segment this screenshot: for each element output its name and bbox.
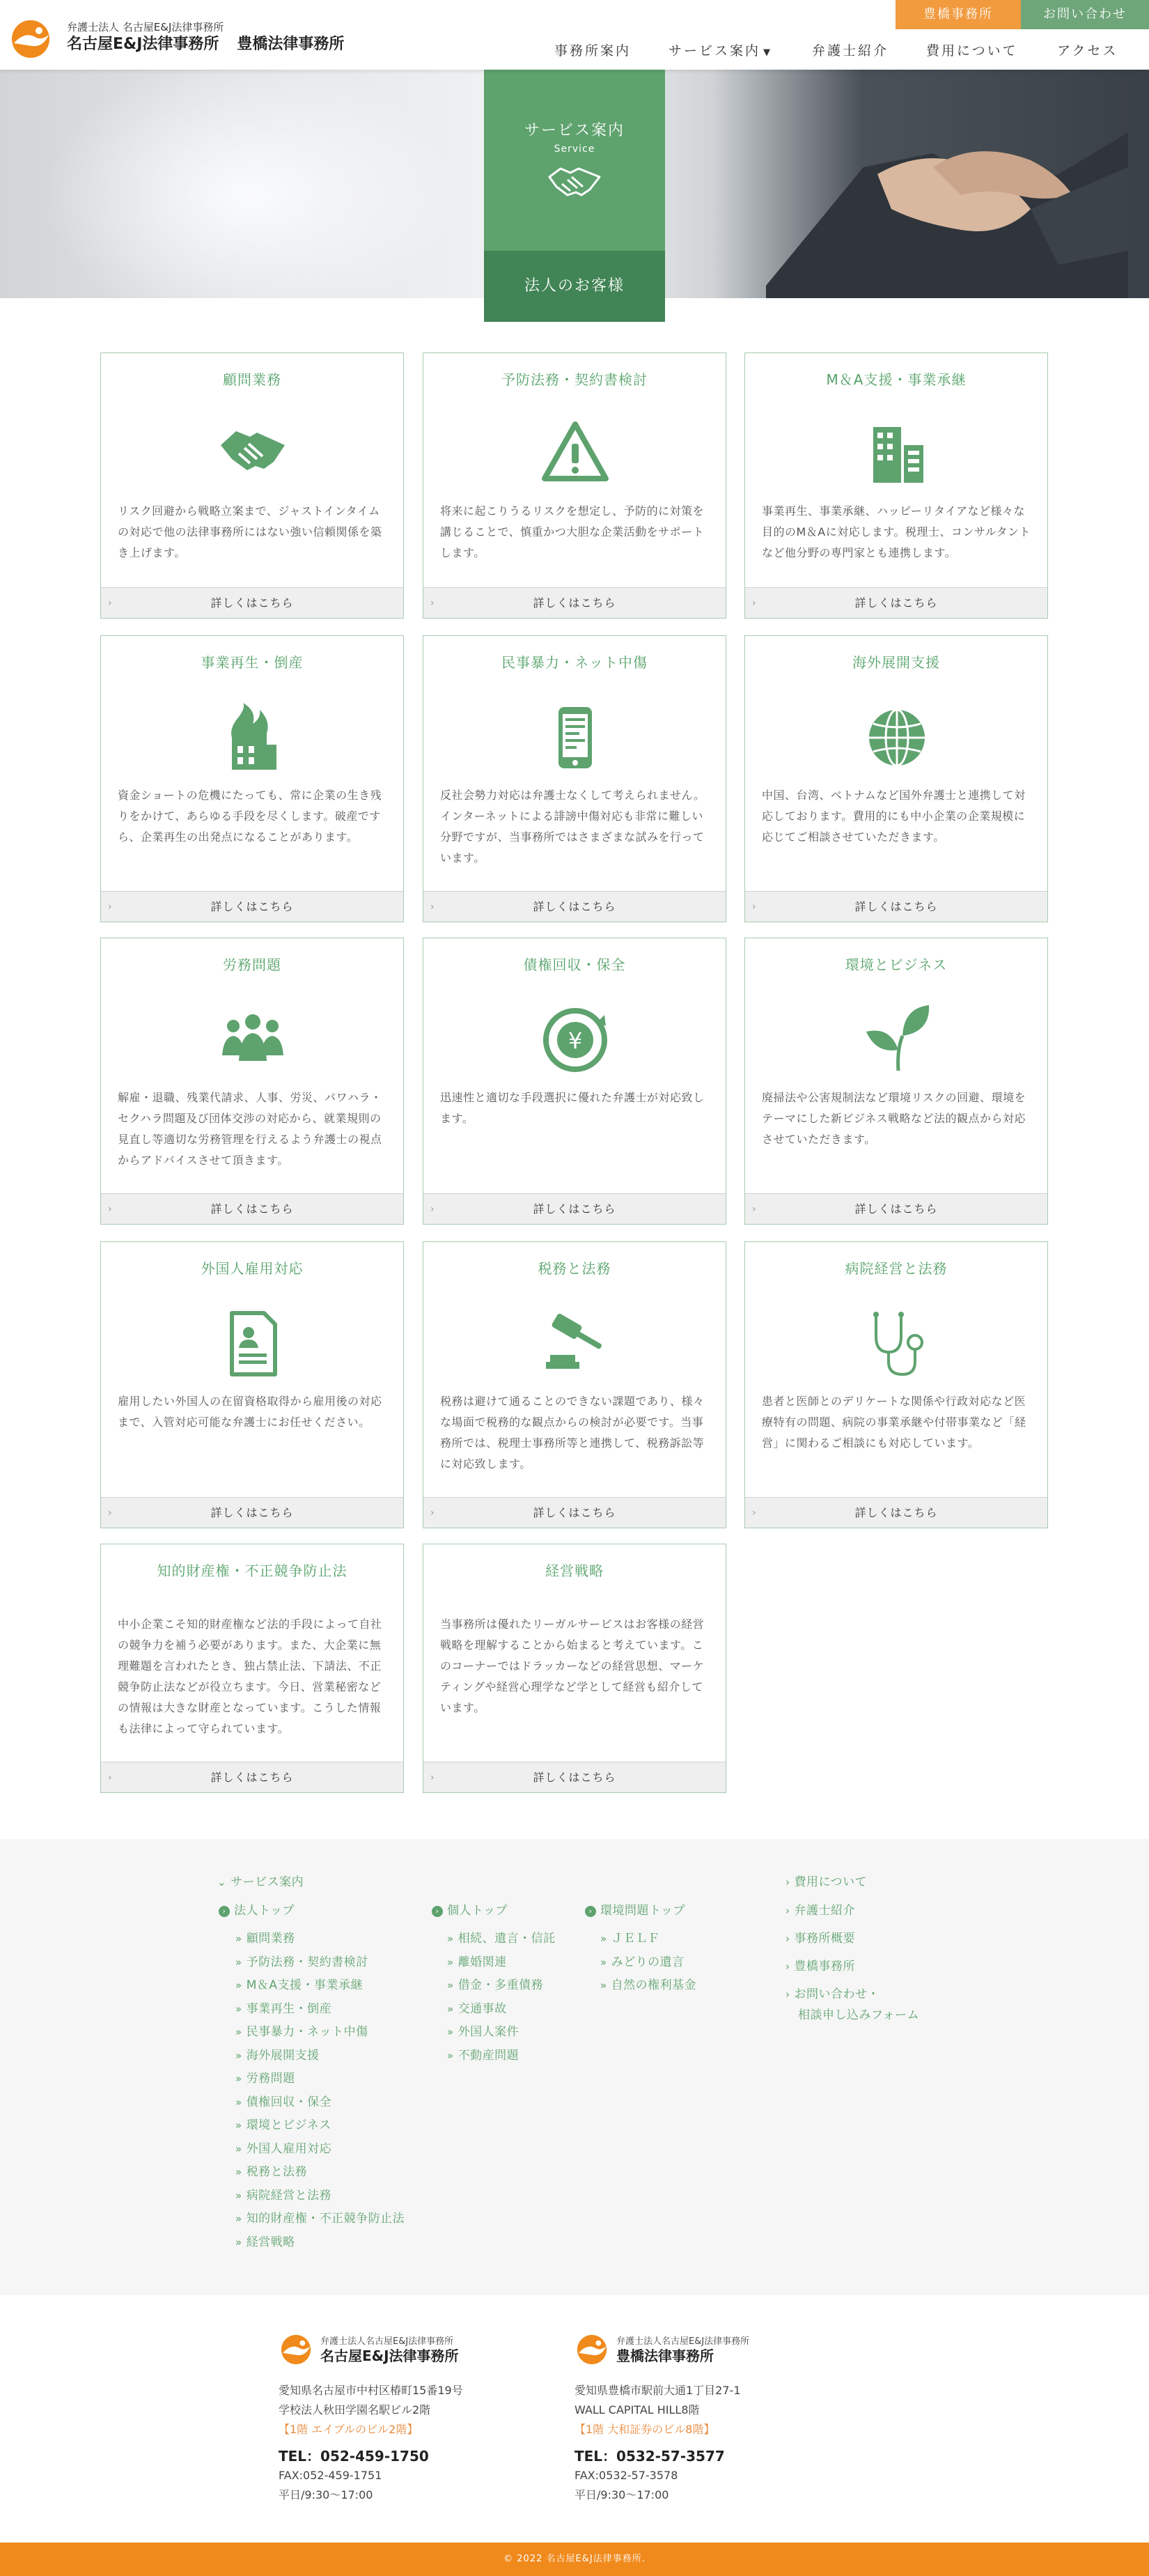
- service-card-more-link[interactable]: [101, 1762, 403, 1792]
- handshake-photo: [766, 91, 1128, 298]
- footer-link-label: お問い合わせ・: [794, 1987, 880, 2001]
- chevron-right-icon: ›: [432, 1906, 443, 1917]
- toyohashi-office-button[interactable]: 豊橋事務所: [896, 0, 1021, 29]
- footer-link-label: 予防法務・契約書検討: [246, 1955, 368, 1969]
- chevron-right-icon: ›: [785, 1988, 790, 2001]
- service-card-more-link[interactable]: [745, 1193, 1047, 1224]
- footer-link-label: 豊橋事務所: [794, 1960, 855, 1973]
- service-card-collection: [423, 938, 726, 1225]
- footer-side-link[interactable]: [798, 2005, 919, 2022]
- footer-link[interactable]: [235, 2045, 320, 2063]
- chevron-right-icon: ›: [785, 1960, 790, 1973]
- office-address-2: WALL CAPITAL HILL8階: [574, 2403, 700, 2416]
- footer-link[interactable]: [235, 1975, 363, 1992]
- hero-title-en: Service: [554, 143, 595, 155]
- service-card-description: 解雇・退職、残業代請求、人事、労災、パワハラ・セクハラ問題及び団体交渉の対応から、就業規則の見直し等適切な労務管理を行えるよう弁護士の視点からアドバイスさせて頂きます。: [118, 1091, 382, 1167]
- service-card-description: 中国、台湾、ベトナムなど国外弁護士と連携して対応しております。費用的にも中小企業の企業規模に応じてご相談させていただきます。: [762, 789, 1026, 844]
- footer-link-label: 費用について: [794, 1875, 868, 1889]
- double-chevron-icon: »: [235, 2119, 242, 2132]
- footer-link[interactable]: [235, 2139, 331, 2156]
- double-chevron-icon: »: [447, 2049, 454, 2062]
- service-card-title: 海外展開支援: [852, 654, 940, 671]
- double-chevron-icon: »: [235, 2166, 242, 2178]
- office-address-note: 【1階 大和証券のビル8階】: [574, 2423, 715, 2436]
- more-label: 詳しくはこちら: [210, 900, 294, 913]
- chevron-right-icon: ›: [785, 1904, 790, 1917]
- double-chevron-icon: »: [600, 1955, 607, 1969]
- chevron-right-icon: ›: [752, 598, 757, 609]
- leaf-icon: [862, 1001, 932, 1078]
- double-chevron-icon: »: [235, 2002, 242, 2015]
- chevron-right-icon: ›: [430, 1507, 435, 1519]
- footer-link[interactable]: [235, 1999, 331, 2016]
- more-label: 詳しくはこちら: [854, 900, 938, 913]
- chevron-right-icon: ›: [430, 901, 435, 913]
- chevron-right-icon: ›: [219, 1906, 230, 1917]
- hero-title: サービス案内: [524, 122, 625, 139]
- more-label: 詳しくはこちら: [533, 1506, 616, 1519]
- nav-access[interactable]: アクセス: [1057, 43, 1118, 59]
- service-card-description: 迅速性と適切な手段選択に優れた弁護士が対応致します。: [440, 1091, 705, 1125]
- chevron-right-icon: ›: [108, 1507, 113, 1519]
- chevron-right-icon: ›: [752, 1507, 757, 1519]
- footer-link-label: 知的財産権・不正競争防止法: [246, 2212, 405, 2226]
- office-address-1: 愛知県豊橋市駅前大通1丁目27-1: [574, 2384, 741, 2397]
- double-chevron-icon: »: [447, 2002, 454, 2015]
- double-chevron-icon: »: [447, 2026, 454, 2038]
- more-label: 詳しくはこちら: [533, 900, 616, 913]
- chevron-down-icon: ⌄: [217, 1876, 227, 1888]
- service-card-title: 経営戦略: [545, 1562, 604, 1579]
- double-chevron-icon: »: [235, 2189, 242, 2202]
- service-card-more-link[interactable]: [101, 1497, 403, 1528]
- footer-link-label: 労務問題: [246, 2072, 295, 2086]
- footer-link-corp-top[interactable]: [219, 1900, 295, 1918]
- more-label: 詳しくはこちら: [210, 596, 294, 610]
- service-card-more-link[interactable]: [423, 587, 726, 618]
- footer-link[interactable]: [235, 2232, 295, 2249]
- service-card-hospital: [744, 1241, 1048, 1528]
- service-card-title: 顧問業務: [223, 371, 281, 388]
- nav-service-label: サービス案内: [669, 43, 761, 59]
- footer-link-label: サービス案内: [230, 1875, 304, 1889]
- double-chevron-icon: »: [600, 1979, 607, 1992]
- footer-link[interactable]: [235, 2162, 307, 2179]
- footer-link-label: 離婚関連: [458, 1955, 507, 1969]
- chevron-right-icon: ›: [108, 1772, 113, 1783]
- service-card-title: 税務と法務: [538, 1260, 611, 1277]
- footer-link[interactable]: [235, 1952, 368, 1969]
- service-card-title: 環境とビジネス: [845, 956, 948, 973]
- office-address-2: 学校法人秋田学園名駅ビル2階: [279, 2403, 431, 2416]
- footer-side-link[interactable]: [785, 1984, 880, 2001]
- footer-link-indiv-top[interactable]: [432, 1900, 508, 1918]
- service-card-more-link[interactable]: [745, 587, 1047, 618]
- office-fax: FAX:052-459-1751: [279, 2469, 382, 2482]
- double-chevron-icon: »: [235, 1955, 242, 1969]
- service-card-description: 事業再生、事業承継、ハッピーリタイアなど様々な目的のM＆Aに対応します。税理士、コンサルタントなど他分野の専門家とも連携します。: [762, 504, 1031, 559]
- service-card-ma: [744, 352, 1048, 619]
- footer-link-label: ＪＥＬＦ: [611, 1932, 660, 1946]
- footer-link[interactable]: [235, 2185, 331, 2203]
- double-chevron-icon: »: [447, 1932, 454, 1945]
- globe-icon: [862, 703, 932, 773]
- people-icon: [218, 1005, 288, 1075]
- footer-link[interactable]: [447, 2045, 519, 2063]
- office-hours: 平日/9:30〜17:00: [574, 2488, 669, 2501]
- hero-subtitle: 法人のお客様: [524, 277, 625, 295]
- footer-link-label: 民事暴力・ネット中傷: [246, 2025, 368, 2039]
- service-card-restructuring: [100, 635, 404, 922]
- service-card-description: 反社会勢力対応は弁護士なくして考えられません。インターネットによる誹謗中傷対応も非常に難しい分野ですが、当事務所ではさまざまな試みを行っています。: [440, 789, 705, 864]
- office-toyohashi: [574, 2334, 825, 2508]
- service-card-description: 患者と医師とのデリケートな関係や行政対応など医療特有の問題、病院の事業承継や付帯事業など「経営」に関わるご相談にも対応しています。: [762, 1395, 1026, 1450]
- smartphone-icon: [540, 703, 610, 773]
- footer-link[interactable]: [235, 2092, 331, 2109]
- more-label: 詳しくはこちら: [854, 1506, 938, 1519]
- service-card-strategy: [423, 1544, 726, 1793]
- service-card-more-link[interactable]: [101, 1193, 403, 1224]
- chevron-right-icon: ›: [585, 1906, 596, 1917]
- double-chevron-icon: »: [235, 2095, 242, 2109]
- service-card-more-link[interactable]: [101, 587, 403, 618]
- footer-link-label: みどりの遺言: [611, 1955, 685, 1969]
- footer-link[interactable]: [600, 1928, 660, 1946]
- nav-fees[interactable]: 費用について: [926, 43, 1018, 59]
- nav-office[interactable]: 事務所案内: [554, 43, 632, 59]
- office-details: [279, 2381, 463, 2505]
- office-subtitle: 弁護士法人名古屋E&J法律事務所: [616, 2336, 750, 2347]
- office-hours: 平日/9:30〜17:00: [279, 2488, 373, 2501]
- double-chevron-icon: »: [235, 2026, 242, 2038]
- chevron-right-icon: ›: [752, 901, 757, 913]
- footer-link-label: 税務と法務: [246, 2165, 308, 2179]
- brand-subtitle: 弁護士法人 名古屋E&J法律事務所: [67, 21, 224, 33]
- office-fax: FAX:0532-57-3578: [574, 2469, 678, 2482]
- footer-link-label: 環境問題トップ: [600, 1904, 685, 1918]
- office-name: 豊橋法律事務所: [616, 2348, 714, 2364]
- footer-side-link[interactable]: [785, 1872, 867, 1889]
- service-card-foreign-employment: [100, 1241, 404, 1528]
- chevron-right-icon: ›: [108, 901, 113, 913]
- footer-link-label: 相続、遺言・信託: [458, 1932, 556, 1946]
- footer-link-label: M＆A支援・事業承継: [246, 1978, 363, 1992]
- service-card-more-link[interactable]: [423, 1762, 726, 1792]
- service-card-description: 当事務所は優れたリーガルサービスはお客様の経営戦略を理解することから始まると考えています。このコーナーではドラッカーなどの経営思想、マーケティングや経営心理学など学として経営も紹介しています。: [440, 1617, 705, 1714]
- footer-link-label: 事務所概要: [794, 1932, 855, 1946]
- chevron-right-icon: ›: [430, 1772, 435, 1783]
- service-card-description: リスク回避から戦略立案まで、ジャストインタイムの対応で他の法律事務所にはない強い信頼関係を築き上げます。: [118, 504, 382, 559]
- service-card-more-link[interactable]: [423, 1497, 726, 1528]
- svg-text:¥: ¥: [568, 1027, 583, 1054]
- service-card-title: 予防法務・契約書検討: [501, 371, 648, 388]
- brand-logo-icon[interactable]: [8, 20, 53, 59]
- stethoscope-icon: [862, 1309, 932, 1379]
- more-label: 詳しくはこちら: [854, 596, 938, 610]
- brand-name-nagoya: 名古屋E&J法律事務所: [67, 36, 219, 53]
- more-label: 詳しくはこちら: [210, 1202, 294, 1216]
- chevron-right-icon: ›: [785, 1876, 790, 1888]
- nav-service[interactable]: [669, 40, 772, 61]
- footer-link-label: 顧問業務: [246, 1932, 295, 1946]
- footer-link[interactable]: [235, 2068, 295, 2086]
- footer-link-label: 病院経営と法務: [246, 2188, 332, 2203]
- office-tel[interactable]: TEL：0532-57-3577: [574, 2448, 725, 2465]
- office-address-1: 愛知県名古屋市中村区椿町15番19号: [279, 2384, 463, 2397]
- footer-link[interactable]: [447, 1952, 507, 1969]
- handshake-outline-icon: [547, 162, 602, 203]
- chevron-down-icon: ▼: [763, 47, 773, 58]
- footer-link-label: 法人トップ: [234, 1904, 295, 1918]
- service-card-title: 民事暴力・ネット中傷: [501, 654, 648, 671]
- more-label: 詳しくはこちら: [533, 596, 616, 610]
- office-name: 名古屋E&J法律事務所: [320, 2348, 459, 2364]
- nav-lawyers[interactable]: 弁護士紹介: [812, 43, 889, 59]
- double-chevron-icon: »: [600, 1932, 607, 1945]
- service-card-violence: [423, 635, 726, 922]
- footer-link-label: 相談申し込みフォーム: [798, 2008, 920, 2022]
- more-label: 詳しくはこちら: [533, 1771, 616, 1784]
- double-chevron-icon: »: [447, 1955, 454, 1969]
- site-header: [0, 0, 1149, 70]
- warning-icon: [540, 417, 610, 487]
- brand-name-toyohashi: 豊橋法律事務所: [237, 36, 345, 53]
- double-chevron-icon: »: [447, 1979, 454, 1992]
- double-chevron-icon: »: [235, 2072, 242, 2085]
- service-card-labor: [100, 938, 404, 1225]
- footer-link-label: 借金・多重債務: [458, 1978, 544, 1992]
- office-nagoya: [279, 2334, 529, 2508]
- double-chevron-icon: »: [235, 1932, 242, 1945]
- gavel-icon: [540, 1309, 610, 1379]
- footer-navigation: [0, 1839, 1149, 2295]
- document-person-icon: [218, 1309, 288, 1379]
- service-card-prevention: [423, 352, 726, 619]
- service-card-description: 将来に起こりうるリスクを想定し、予防的に対策を講じることで、慎重かつ大胆な企業活動をサポートします。: [440, 504, 705, 559]
- chevron-right-icon: ›: [752, 1204, 757, 1215]
- double-chevron-icon: »: [235, 2049, 242, 2062]
- footer-link[interactable]: [235, 2022, 368, 2039]
- more-label: 詳しくはこちら: [533, 1202, 616, 1216]
- service-card-more-link[interactable]: [423, 891, 726, 922]
- hero-title-panel: [484, 70, 665, 251]
- handshake-icon: [218, 417, 288, 487]
- footer-link[interactable]: [447, 2022, 519, 2039]
- burning-factory-icon: [218, 703, 288, 773]
- footer-link[interactable]: [235, 1928, 295, 1946]
- footer-side-link[interactable]: [785, 1956, 855, 1973]
- footer-link[interactable]: [235, 2208, 405, 2226]
- double-chevron-icon: »: [235, 2235, 242, 2249]
- more-label: 詳しくはこちら: [210, 1771, 294, 1784]
- service-card-description: 税務は避けて通ることのできない課題であり、様々な場面で税務的な観点からの検討が必要です。当事務所では、税理士事務所等と連携して、税務訴訟等に対応致します。: [440, 1395, 705, 1471]
- double-chevron-icon: »: [235, 2212, 242, 2225]
- service-card-title: 知的財産権・不正競争防止法: [157, 1562, 347, 1579]
- service-card-description: 雇用したい外国人の在留資格取得から雇用後の対応まで、入管対応可能な弁護士にお任せください。: [118, 1395, 382, 1429]
- chevron-right-icon: ›: [785, 1932, 790, 1945]
- office-tel[interactable]: TEL：052-459-1750: [279, 2448, 429, 2465]
- more-label: 詳しくはこちら: [854, 1202, 938, 1216]
- chevron-right-icon: ›: [108, 598, 113, 609]
- service-card-ip: [100, 1544, 404, 1793]
- footer-link-label: 不動産問題: [458, 2048, 519, 2063]
- brand-name[interactable]: [67, 32, 362, 54]
- footer-side-link[interactable]: [785, 1928, 855, 1946]
- service-card-title: 債権回収・保全: [523, 956, 626, 973]
- service-card-title: 外国人雇用対応: [201, 1260, 304, 1277]
- footer-link-label: 経営戦略: [246, 2235, 295, 2249]
- service-card-more-link[interactable]: [745, 891, 1047, 922]
- office-subtitle: 弁護士法人名古屋E&J法律事務所: [320, 2336, 454, 2347]
- footer-side-link[interactable]: [785, 1900, 855, 1918]
- brand-logo-icon: [574, 2334, 609, 2366]
- footer-link[interactable]: [447, 1999, 507, 2016]
- footer-link-label: 外国人案件: [458, 2025, 519, 2039]
- brand-logo-icon: [279, 2334, 313, 2366]
- footer-link-env-top[interactable]: [585, 1900, 685, 1918]
- footer-link-label: 個人トップ: [447, 1904, 508, 1918]
- footer-link[interactable]: [235, 2115, 331, 2132]
- service-card-overseas: [744, 635, 1048, 922]
- service-card-more-link[interactable]: [423, 1193, 726, 1224]
- service-card-title: 労務問題: [223, 956, 281, 973]
- footer-link-label: 弁護士紹介: [794, 1904, 855, 1918]
- chevron-right-icon: ›: [108, 1204, 113, 1215]
- chevron-right-icon: ›: [430, 1204, 435, 1215]
- service-card-advisory: [100, 352, 404, 619]
- chevron-right-icon: ›: [430, 598, 435, 609]
- footer-link-label: 外国人雇用対応: [246, 2141, 332, 2156]
- footer-link-label: 環境とビジネス: [246, 2118, 331, 2132]
- service-card-description: 資金ショートの危機にたっても、常に企業の生き残りをかけて、あらゆる手段を尽くします。破産ですら、企業再生の出発点になることがあります。: [118, 789, 382, 844]
- double-chevron-icon: »: [235, 1979, 242, 1992]
- footer-link[interactable]: [600, 1975, 696, 1992]
- copyright: © 2022 名古屋E&J法律事務所.: [0, 2543, 1149, 2576]
- footer-link-label: 事業再生・倒産: [246, 2001, 332, 2016]
- service-card-tax: [423, 1241, 726, 1528]
- double-chevron-icon: »: [235, 2142, 242, 2155]
- service-card-title: M＆A支援・事業承継: [826, 371, 967, 388]
- hero-background: [42, 70, 460, 298]
- service-card-environment: [744, 938, 1048, 1225]
- service-card-description: 中小企業こそ知的財産権など法的手段によって自社の競争力を補う必要があります。また、大企業に無理難題を言われたとき、独占禁止法、下請法、不正競争防止法などが役立ちます。今日、営業秘密などの情報は大きな財産となっています。こうした情報も法律によって守られています。: [118, 1617, 382, 1735]
- office-address-note: 【1階 エイブルのビル2階】: [279, 2423, 419, 2436]
- contact-button[interactable]: お問い合わせ: [1021, 0, 1149, 29]
- service-card-title: 病院経営と法務: [845, 1260, 948, 1277]
- footer-link-label: 交通事故: [458, 2001, 507, 2016]
- service-card-description: 廃掃法や公害規制法など環境リスクの回避、環境をテーマにした新ビジネス戦略など法的観点から対応させていただきます。: [762, 1091, 1026, 1146]
- footer-link-service[interactable]: [217, 1872, 304, 1889]
- yen-cycle-icon: [540, 1005, 610, 1075]
- service-card-title: 事業再生・倒産: [201, 654, 304, 671]
- footer-link[interactable]: [600, 1952, 685, 1969]
- footer-link[interactable]: [447, 1975, 543, 1992]
- more-label: 詳しくはこちら: [210, 1506, 294, 1519]
- building-icon: [862, 417, 932, 487]
- service-card-more-link[interactable]: [745, 1497, 1047, 1528]
- footer-link-label: 海外展開支援: [246, 2048, 320, 2063]
- footer-link-label: 債権回収・保全: [246, 2095, 332, 2109]
- office-details: [574, 2381, 741, 2505]
- footer-link[interactable]: [447, 1928, 556, 1946]
- footer-link-label: 自然の権利基金: [611, 1978, 697, 1992]
- service-card-more-link[interactable]: [101, 891, 403, 922]
